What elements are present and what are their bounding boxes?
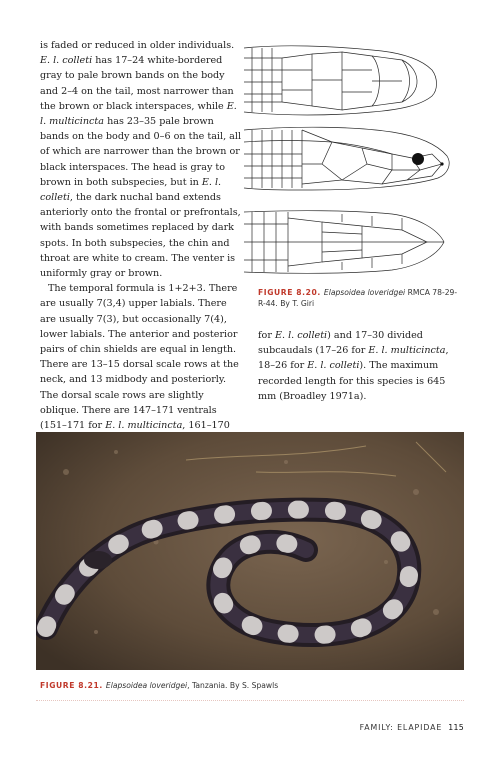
figure-8-21-label: FIGURE 8.21. xyxy=(40,681,103,690)
paragraph-coloration xyxy=(40,38,244,281)
figure-8-20-credit: RMCA 78-29-R-44. By T. Giri xyxy=(258,288,458,308)
snake-photo xyxy=(36,432,464,670)
body-text-left xyxy=(40,38,244,433)
text-run: The temporal formula is 1+2+3. There are usually 7(3,4) upper labials. There are usually 7(3), but occasionally 7(4), lower labials. The anterior and posterior pairs of chin shields are equal in length. There are 13–15 dorsal scale rows at the neck, and 13 midbody and posteriorly. The dorsal scale rows are slightly oblique. There are 147–171 ventrals (151–171 for xyxy=(40,283,239,432)
text-run: has 23–35 pale brown bands on the body and 0–6 on the tail, all of which are narrower than the brown or black interspaces. The head is gray to brown in both subspecies, but in xyxy=(40,116,242,188)
head-ventral-view xyxy=(244,211,444,274)
italic-taxon: E. l. colleti xyxy=(274,330,328,341)
text-run: , 18–26 for xyxy=(258,345,449,372)
snake-head xyxy=(84,551,112,569)
snake-photo-svg xyxy=(36,432,464,670)
running-footer-family: FAMILY: ELAPIDAE xyxy=(359,723,443,732)
italic-taxon: E. l. colleti xyxy=(40,55,93,67)
head-drawings-svg xyxy=(242,40,464,276)
page-number: 115 xyxy=(448,723,464,732)
text-run: ) and 17–30 divided subcaudals (17–26 for xyxy=(258,330,423,357)
figure-8-21-species: Elapsoidea loveridgei xyxy=(105,681,188,690)
head-scale-drawings xyxy=(242,40,464,276)
paragraph-scalation xyxy=(40,281,244,433)
body-text-right xyxy=(258,328,463,404)
text-run: has 17–24 white-bordered gray to pale brown bands on the body and 2–4 on the tail, most narrower than the brown or black interspaces, while xyxy=(40,55,234,112)
text-run: is faded or reduced in older individuals. xyxy=(40,40,235,51)
figure-8-21-credit: , Tanzania. By S. Spawls xyxy=(187,681,279,690)
italic-taxon: E. l. colleti xyxy=(307,360,360,372)
running-footer xyxy=(360,723,464,732)
head-dorsal-view xyxy=(244,46,437,115)
italic-taxon: E. l. multicincta xyxy=(40,100,237,128)
text-run: for xyxy=(258,330,275,341)
figure-8-20-species: Elapsoidea loveridgei xyxy=(323,288,406,297)
text-run: ). The maximum recorded length for this species is 645 mm (Broadley 1971a). xyxy=(258,360,446,402)
paragraph-scalation-continued xyxy=(258,328,463,404)
head-lateral-view xyxy=(244,127,449,190)
italic-taxon: E. l. multicincta xyxy=(368,345,446,357)
footer-divider xyxy=(36,700,464,701)
figure-8-20-label: FIGURE 8.20. xyxy=(258,288,321,297)
italic-taxon: E. l. multicincta xyxy=(105,420,183,432)
text-run: , 161–170 xyxy=(182,420,230,432)
italic-taxon: E. l. colleti xyxy=(40,176,222,204)
figure-8-20-caption xyxy=(258,287,463,309)
text-run: , the dark nuchal band extends anteriorly onto the frontal or prefrontals, with bands sometimes replaced by dark spots. In both subspecies, the chin and throat are white to cream. The venter is uniformly gray or brown. xyxy=(40,192,241,280)
figure-8-21-caption xyxy=(40,680,460,691)
